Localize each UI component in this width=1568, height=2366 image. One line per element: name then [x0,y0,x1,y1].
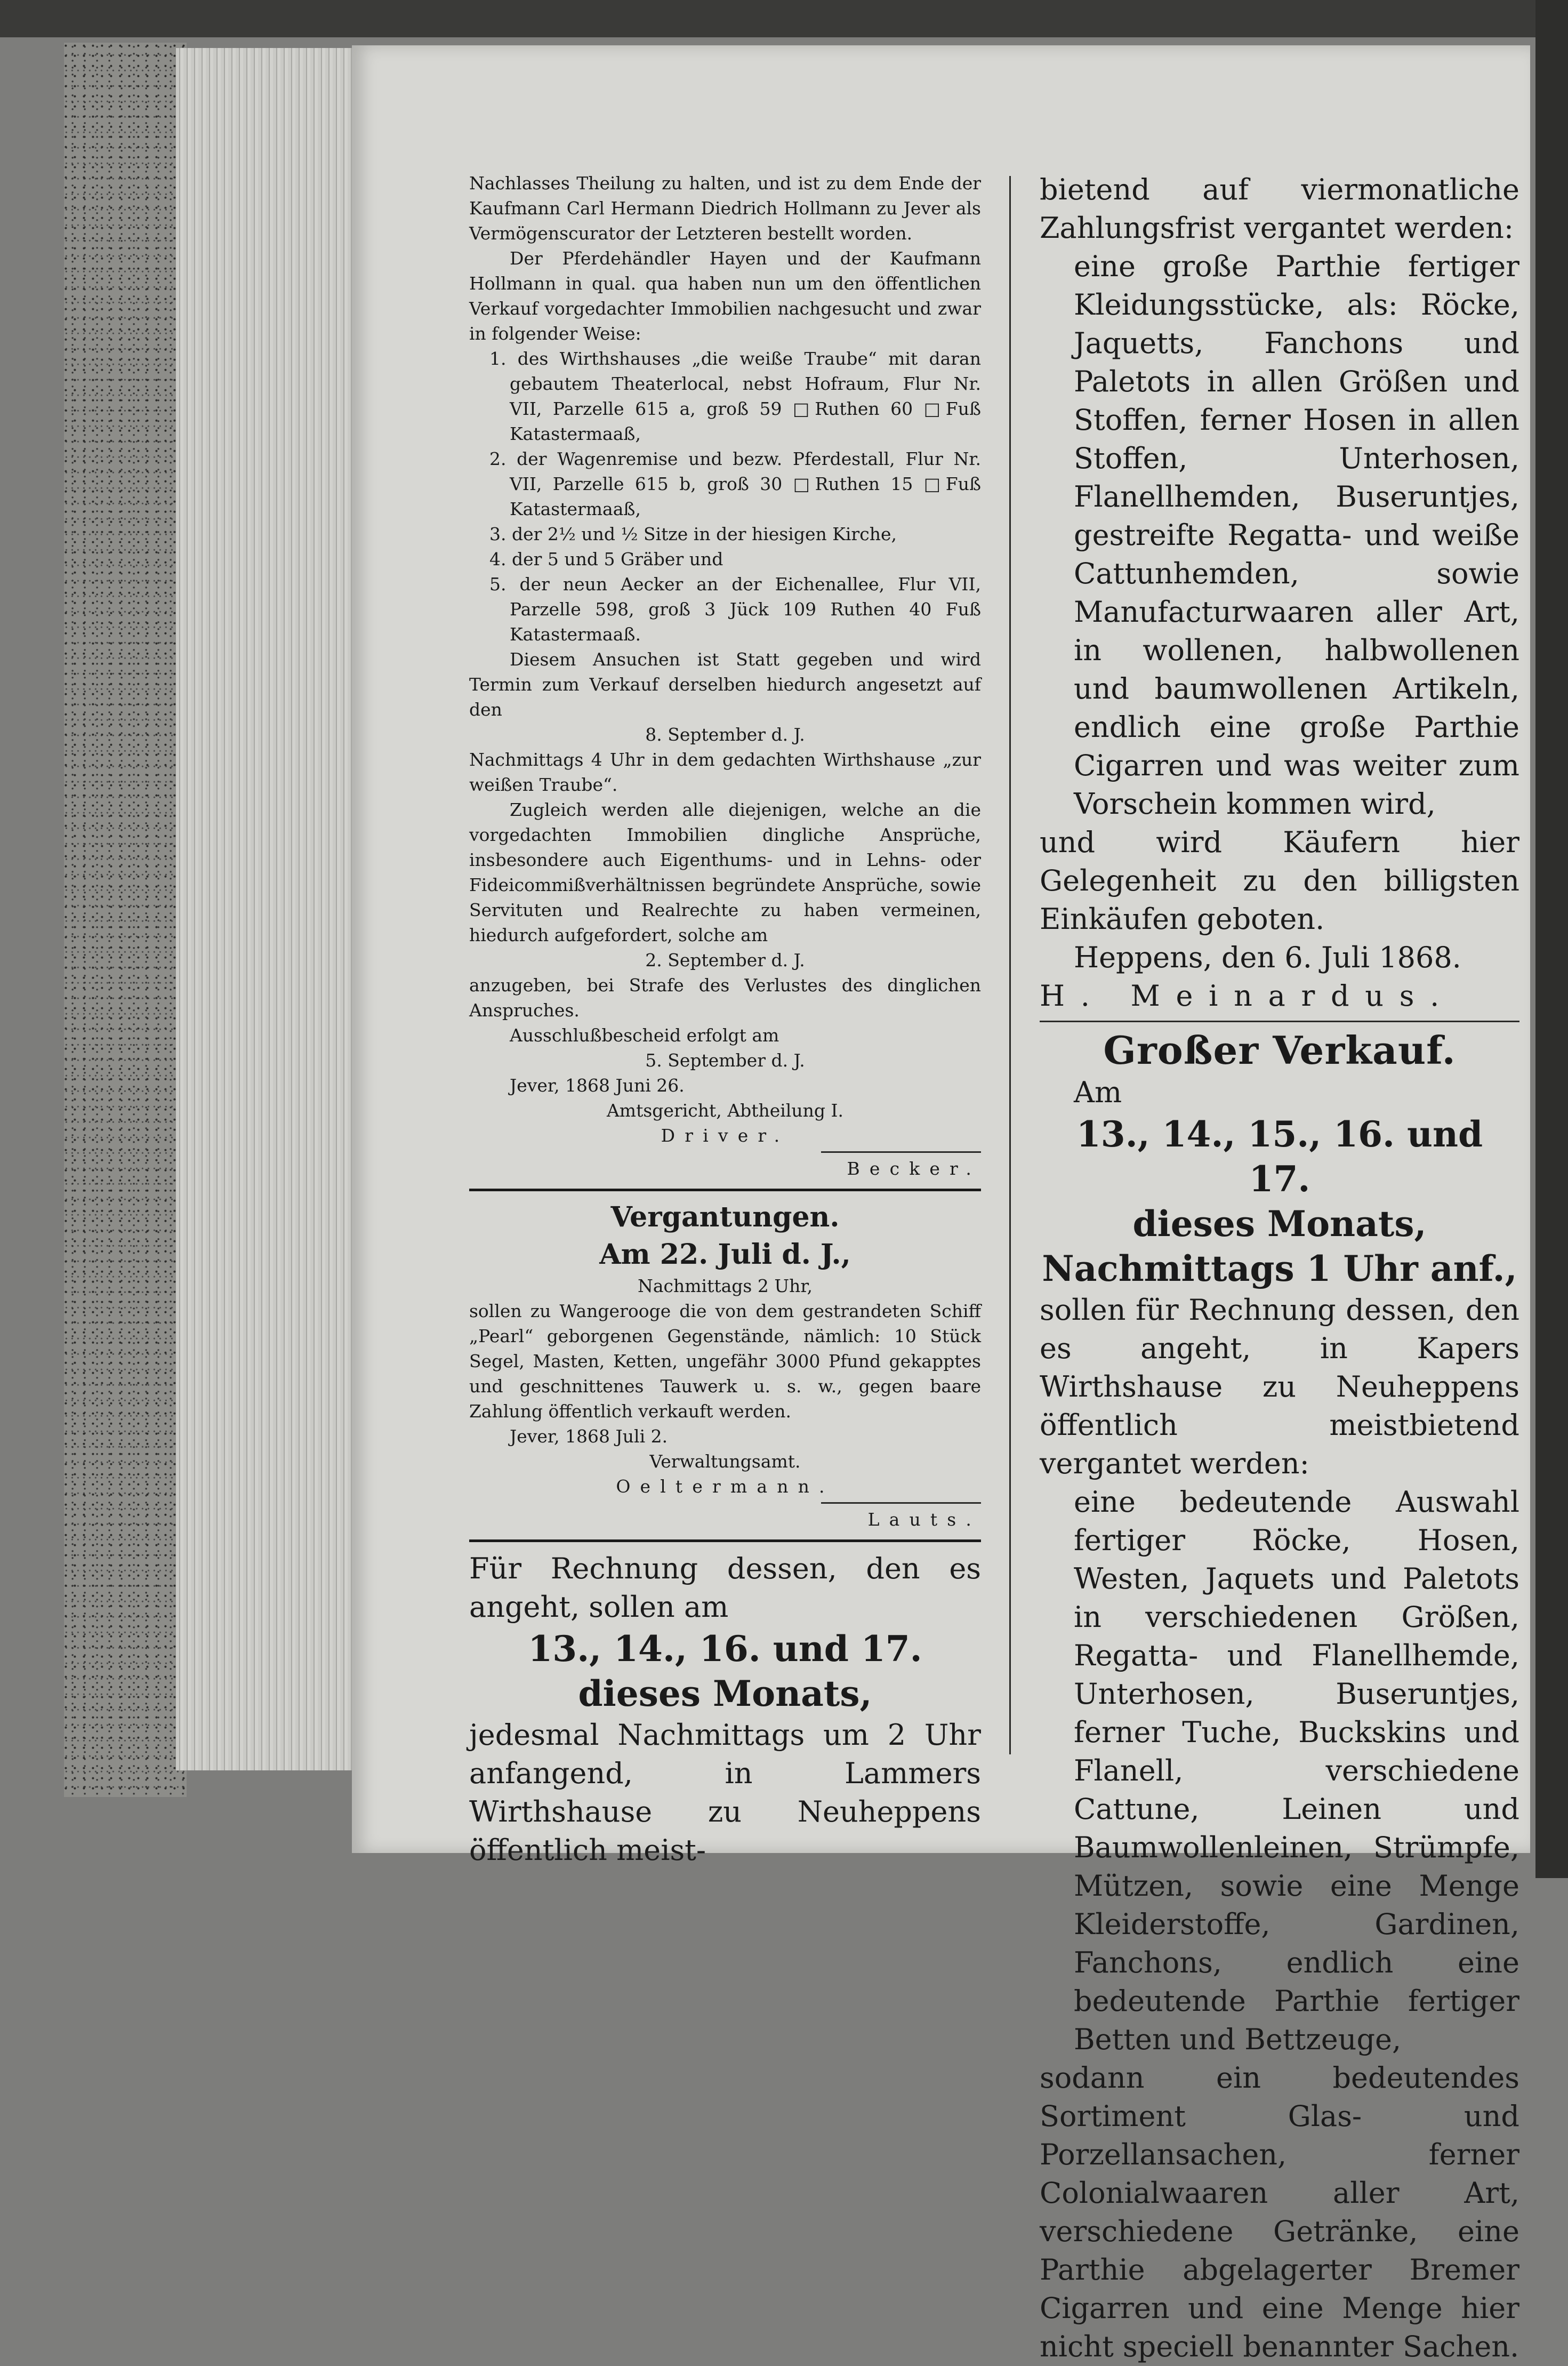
vergantung-office: Verwaltungsamt. [649,1451,801,1472]
signature-rule [821,1151,981,1153]
grosser-verkauf-heading: Großer Verkauf. [1103,1028,1456,1073]
sale-time: Nachmittags 1 Uhr anf., [1042,1248,1517,1289]
notice-item-1: 1. des Wirthshauses „die weiße Traube“ mit daran gebautem Theaterlocal, nebst Hofraum, Flur Nr. VII, Parzelle 615 a, groß 59 □Ruthen 60 □Fuß Katastermaaß, [489,348,981,444]
vergantung-signature-1: Oeltermann. [616,1476,834,1497]
sale-dates: 13., 14., 15., 16. und 17. [1076,1113,1483,1200]
vergantung-signature-rule [821,1502,981,1504]
notice-para-5: Zugleich werden alle diejenigen, welche an die vorgedachten Immobilien dingliche Ansprüche, insbesondere auch Eigenthums- und in Lehns- oder Fideicommißverhältnissen begründete Ansprüche, sowie Servituten und Realrechte zu haben vermeinen, hiedurch aufgefordert, solche am [469,799,981,945]
auction-text: jedesmal Nachmittags um 2 Uhr anfangend, in Lammers Wirthshause zu Neuheppens öffentlich meist- [469,1718,981,1867]
right-section-rule [1040,1021,1519,1022]
sale-text-3: sodann ein bedeutendes Sortiment Glas- und Porzellansachen, ferner Colonialwaaren aller Art, verschiedene Getränke, eine Parthie abgelagerter Bremer Cigarren und eine Menge hier nicht speciell benannter Sachen. [1040,2061,1519,2363]
vergantungen-heading: Vergantungen. [610,1201,840,1233]
sale-month: dieses Monats, [1132,1203,1427,1245]
notice-para-4: Nachmittags 4 Uhr in dem gedachten Wirthshause „zur weißen Traube“. [469,749,981,795]
notice-item-4: 4. der 5 und 5 Gräber und [489,549,723,570]
continued-place-date: Heppens, den 6. Juli 1868. [1074,941,1461,974]
notice-para-6: anzugeben, bei Strafe des Verlustes des dinglichen Anspruches. [469,975,981,1021]
court-notice [469,171,981,1181]
notice-para-2: Der Pferdehändler Hayen und der Kaufmann Hollmann in qual. qua haben nun um den öffentlichen Verkauf vorgedachter Immobilien nachgesucht und zwar in folgender Weise: [469,248,981,344]
vergantung-time: Nachmittags 2 Uhr, [637,1276,813,1296]
page-stack [176,48,363,1770]
continued-text-3: und wird Käufern hier Gelegenheit zu den billigsten Einkäufen geboten. [1040,825,1519,936]
sale-am: Am [1074,1076,1122,1109]
vergantung-signature-2: Lauts. [867,1509,981,1530]
notice-signature-1: Driver. [661,1125,790,1146]
right-column [1040,171,1519,2366]
vergantung-date: Am 22. Juli d. J., [599,1238,851,1271]
continued-text-1: bietend auf viermonatliche Zahlungsfrist vergantet werden: [1040,173,1519,245]
notice-para-3: Diesem Ansuchen ist Statt gegeben und wird Termin zum Verkauf derselben hiedurch angesetzt auf den [469,649,981,720]
notice-item-2: 2. der Wagenremise und bezw. Pferdestall, Flur Nr. VII, Parzelle 615 b, groß 30 □Ruthen 15 □Fuß Katastermaaß, [489,448,981,519]
notice-date-1: 8. September d. J. [645,724,805,745]
notice-item-3: 3. der 2½ und ½ Sitze in der hiesigen Kirche, [489,524,897,544]
column-divider [1009,176,1011,1754]
notice-para-1: Nachlasses Theilung zu halten, und ist zu dem Ende der Kaufmann Carl Hermann Diedrich Hollmann zu Jever als Vermögenscurator der Letzteren bestellt worden. [469,173,981,244]
section-rule [469,1189,981,1191]
notice-court: Amtsgericht, Abtheilung I. [606,1100,844,1121]
vergantung-place: Jever, 1868 Juli 2. [510,1426,668,1447]
notice-place-date: Jever, 1868 Juni 26. [510,1075,685,1096]
notice-signature-2: Becker. [847,1158,981,1179]
continued-signature: H. Meinardus. [1040,979,1456,1013]
vergantung-text: sollen zu Wangerooge die von dem gestrandeten Schiff „Pearl“ geborgenen Gegenstände, nämlich: 10 Stück Segel, Masten, Ketten, ungefähr 3000 Pfund gekapptes und geschnittenes Tauwerk u. s. w., gegen baare Zahlung öffentlich verkauft werden. [469,1301,981,1422]
continued-text-2: eine große Parthie fertiger Kleidungsstücke, als: Röcke, Jaquetts, Fanchons und Paletots in allen Größen und Stoffen, ferner Hosen in allen Stoffen, Unterhosen, Flanellhemden, Buseruntjes, gestreifte Regatta- und weiße Cattunhemden, sowie Manufacturwaaren aller Art, in wollenen, halbwollenen und baumwollenen Artikeln, endlich eine große Parthie Cigarren und was weiter zum Vorschein kommen wird, [1074,250,1519,821]
notice-para-7: Ausschlußbescheid erfolgt am [510,1025,779,1046]
left-column [469,171,981,1870]
scan-background-top [0,0,1568,37]
notice-date-3: 5. September d. J. [645,1050,805,1071]
auction-dates: 13., 14., 16. und 17. dieses Monats, [528,1628,922,1714]
notice-date-2: 2. September d. J. [645,950,805,971]
book-edge [64,43,187,1797]
notice-item-5: 5. der neun Aecker an der Eichenallee, Flur VII, Parzelle 598, groß 3 Jück 109 Ruthen 40 Fuß Katastermaaß. [489,574,981,645]
sale-text-1: sollen für Rechnung dessen, den es angeht, in Kapers Wirthshause zu Neuheppens öffentlich meistbietend vergantet werden: [1040,1293,1519,1480]
auction-intro: Für Rechnung dessen, den es angeht, sollen am [469,1552,981,1624]
section-rule-2 [469,1539,981,1542]
scan-background-right [1535,0,1568,1878]
sale-text-2: eine bedeutende Auswahl fertiger Röcke, Hosen, Westen, Jaquets und Paletots in verschiedenen Größen, Regatta- und Flanellhemde, Unterhosen, Buseruntjes, ferner Tuche, Buckskins und Flanell, verschiedene Cattune, Leinen und Baumwollenleinen, Strümpfe, Mützen, sowie eine Menge Kleiderstoffe, Gardinen, Fanchons, endlich eine bedeutende Parthie fertiger Betten und Bettzeuge, [1074,1485,1519,2056]
